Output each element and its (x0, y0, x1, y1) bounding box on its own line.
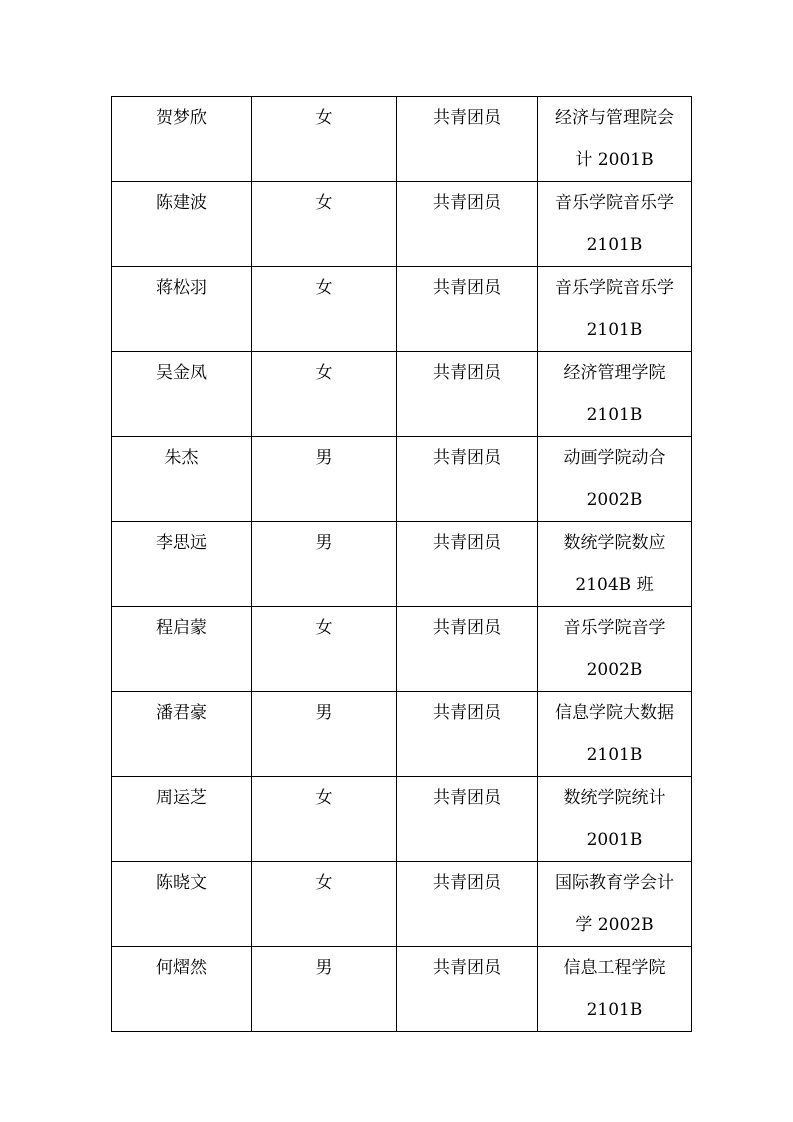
political-status-cell-text: 共青团员 (433, 618, 501, 638)
class-line-1: 国际教育学会计 (555, 873, 674, 893)
gender-cell-text: 男 (315, 958, 333, 978)
political-status-cell (397, 947, 538, 1032)
table-row (112, 947, 692, 1032)
name-cell (112, 352, 252, 437)
class-line-1: 音乐学院音乐学 (555, 193, 674, 213)
class-line-2: 2101B (586, 405, 643, 425)
class-cell (538, 352, 692, 437)
political-status-cell-text: 共青团员 (433, 108, 501, 128)
class-line-2: 2101B (586, 320, 643, 340)
class-line-1: 信息工程学院 (563, 958, 666, 978)
class-cell (538, 947, 692, 1032)
name-cell-text: 陈建波 (156, 193, 207, 213)
gender-cell (252, 97, 397, 182)
table-row (112, 777, 692, 862)
name-cell-text: 陈晓文 (156, 873, 207, 893)
political-status-cell (397, 97, 538, 182)
gender-cell-text: 女 (315, 618, 333, 638)
name-cell (112, 97, 252, 182)
class-line-1: 音乐学院音学 (563, 618, 666, 638)
class-line-2: 2101B (586, 235, 643, 255)
name-cell-text: 程启蒙 (156, 618, 207, 638)
political-status-cell-text: 共青团员 (433, 703, 501, 723)
political-status-cell (397, 862, 538, 947)
table-row (112, 862, 692, 947)
gender-cell (252, 607, 397, 692)
member-table (111, 96, 692, 1032)
table-row (112, 607, 692, 692)
political-status-cell-text: 共青团员 (433, 363, 501, 383)
gender-cell (252, 947, 397, 1032)
class-line-1: 经济与管理院会 (555, 108, 674, 128)
table-row (112, 522, 692, 607)
name-cell-text: 潘君豪 (156, 703, 207, 723)
member-table-body (112, 97, 692, 1032)
class-line-2: 学 2002B (575, 915, 654, 935)
gender-cell (252, 522, 397, 607)
name-cell-text: 周运芝 (156, 788, 207, 808)
table-row (112, 267, 692, 352)
gender-cell-text: 男 (315, 533, 333, 553)
gender-cell-text: 女 (315, 278, 333, 298)
gender-cell-text: 女 (315, 873, 333, 893)
table-row (112, 97, 692, 182)
political-status-cell-text: 共青团员 (433, 873, 501, 893)
class-cell (538, 522, 692, 607)
name-cell (112, 777, 252, 862)
class-cell (538, 437, 692, 522)
class-cell (538, 777, 692, 862)
class-line-2: 2101B (586, 1000, 643, 1020)
class-line-1: 信息学院大数据 (555, 703, 674, 723)
gender-cell (252, 267, 397, 352)
political-status-cell-text: 共青团员 (433, 788, 501, 808)
gender-cell (252, 437, 397, 522)
name-cell (112, 607, 252, 692)
gender-cell (252, 182, 397, 267)
political-status-cell (397, 692, 538, 777)
table-row (112, 692, 692, 777)
political-status-cell-text: 共青团员 (433, 533, 501, 553)
gender-cell (252, 862, 397, 947)
class-line-2: 2002B (586, 490, 643, 510)
name-cell-text: 何熠然 (156, 958, 207, 978)
political-status-cell-text: 共青团员 (433, 958, 501, 978)
political-status-cell-text: 共青团员 (433, 448, 501, 468)
class-cell (538, 692, 692, 777)
class-line-2: 2002B (586, 660, 643, 680)
class-cell (538, 182, 692, 267)
name-cell (112, 267, 252, 352)
table-row (112, 437, 692, 522)
political-status-cell (397, 437, 538, 522)
class-line-1: 经济管理学院 (563, 363, 666, 383)
political-status-cell (397, 607, 538, 692)
gender-cell-text: 男 (315, 703, 333, 723)
gender-cell-text: 女 (315, 108, 333, 128)
gender-cell-text: 女 (315, 788, 333, 808)
class-line-2: 2001B (586, 830, 643, 850)
gender-cell-text: 男 (315, 448, 333, 468)
name-cell-text: 贺梦欣 (156, 108, 207, 128)
name-cell-text: 蒋松羽 (156, 278, 207, 298)
political-status-cell (397, 182, 538, 267)
gender-cell (252, 777, 397, 862)
name-cell-text: 李思远 (156, 533, 207, 553)
political-status-cell (397, 777, 538, 862)
name-cell (112, 182, 252, 267)
gender-cell (252, 352, 397, 437)
class-line-1: 数统学院统计 (563, 788, 666, 808)
gender-cell-text: 女 (315, 363, 333, 383)
class-line-2: 2104B 班 (575, 575, 654, 595)
name-cell-text: 朱杰 (164, 448, 199, 468)
name-cell (112, 437, 252, 522)
name-cell (112, 692, 252, 777)
name-cell (112, 522, 252, 607)
gender-cell-text: 女 (315, 193, 333, 213)
class-cell (538, 862, 692, 947)
political-status-cell (397, 267, 538, 352)
table-row (112, 182, 692, 267)
political-status-cell-text: 共青团员 (433, 193, 501, 213)
class-cell (538, 97, 692, 182)
class-line-1: 动画学院动合 (563, 448, 666, 468)
name-cell (112, 947, 252, 1032)
political-status-cell (397, 522, 538, 607)
name-cell (112, 862, 252, 947)
political-status-cell-text: 共青团员 (433, 278, 501, 298)
class-line-1: 数统学院数应 (563, 533, 666, 553)
class-line-2: 计 2001B (575, 150, 654, 170)
table-row (112, 352, 692, 437)
class-line-2: 2101B (586, 745, 643, 765)
class-cell (538, 267, 692, 352)
gender-cell (252, 692, 397, 777)
political-status-cell (397, 352, 538, 437)
name-cell-text: 吴金凤 (156, 363, 207, 383)
class-line-1: 音乐学院音乐学 (555, 278, 674, 298)
class-cell (538, 607, 692, 692)
